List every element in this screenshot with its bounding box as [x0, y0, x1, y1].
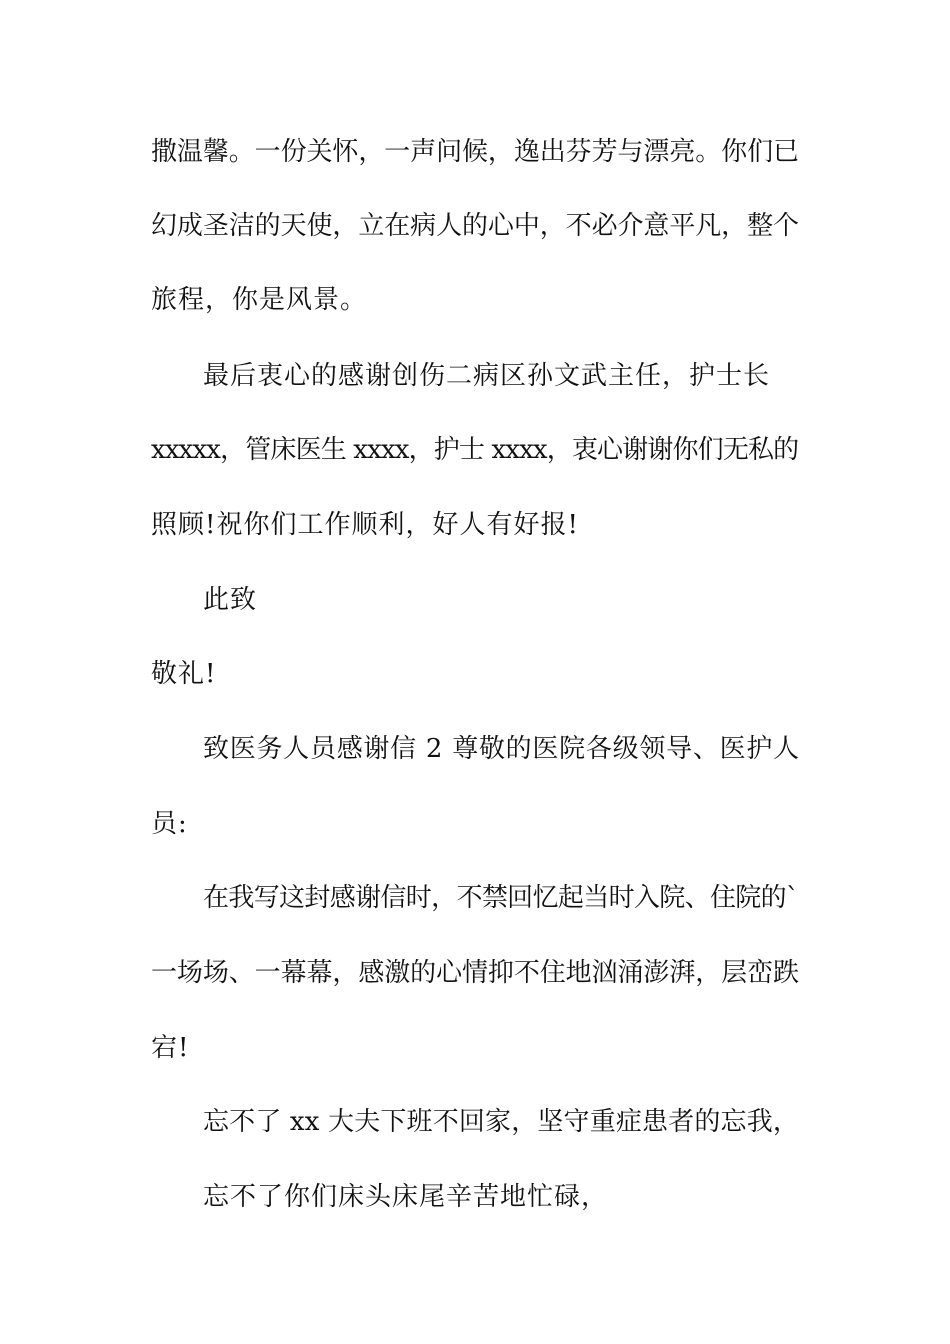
text-line: 宕! [151, 1033, 190, 1063]
paragraph-start-line: 在我写这封感谢信时，不禁回忆起当时入院、住院的` [203, 883, 799, 913]
text-line: 撒温馨。一份关怀，一声问候，逸出芬芳与漂亮。你们已 [151, 137, 799, 167]
text-line: 旅程，你是风景。 [151, 285, 368, 315]
text-line: xxxxx，管床医生 xxxx，护士 xxxx，衷心谢谢你们无私的 [151, 435, 799, 465]
text-line: 员: [151, 809, 188, 839]
paragraph-start-line: 最后衷心的感谢创伤二病区孙文武主任，护士长 [203, 361, 771, 391]
text-line: 幻成圣洁的天使，立在病人的心中，不必介意平凡，整个 [151, 211, 799, 241]
paragraph-start-line: 忘不了 xx 大夫下班不回家，坚守重症患者的忘我， [203, 1107, 800, 1137]
text-line: 照顾!祝你们工作顺利，好人有好报! [151, 510, 579, 540]
heading-line: 致医务人员感谢信 2 尊敬的医院各级领导、医护人 [203, 734, 800, 764]
text-line: 一场场、一幕幕，感激的心情抑不住地汹涌澎湃，层峦跌 [151, 958, 799, 988]
paragraph-start-line: 忘不了你们床头床尾辛苦地忙碌， [203, 1182, 609, 1212]
salutation-line: 敬礼! [151, 659, 217, 689]
closing-line: 此致 [203, 585, 258, 615]
